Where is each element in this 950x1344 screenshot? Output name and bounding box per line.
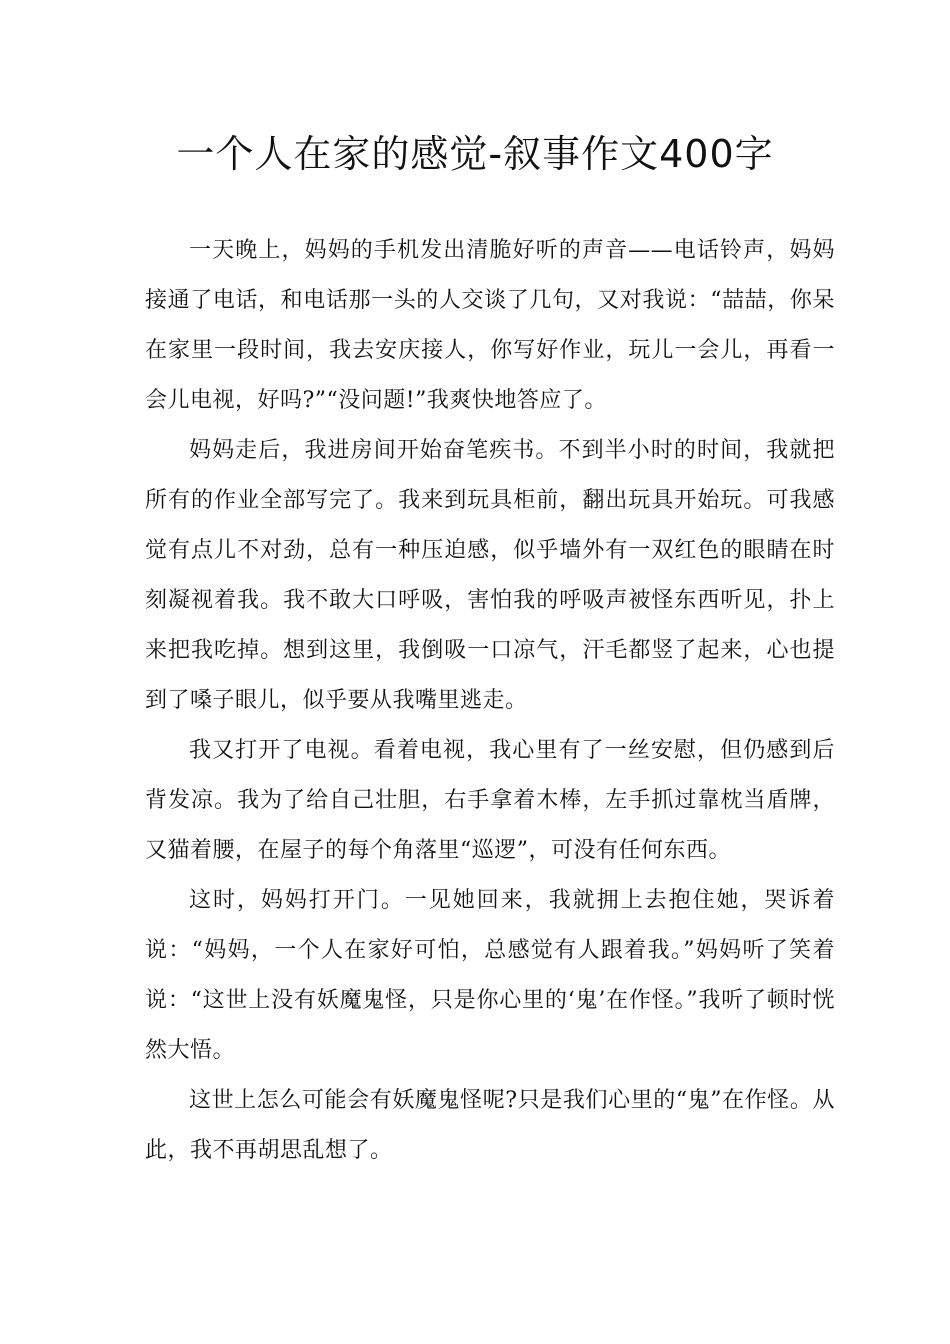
- paragraph-5: 这世上怎么可能会有妖魔鬼怪呢?只是我们心里的“鬼”在作怪。从此，我不再胡思乱想了。: [145, 1088, 835, 1163]
- paragraph-1: 一天晚上，妈妈的手机发出清脆好听的声音——电话铃声，妈妈接通了电话，和电话那一头的人交谈了几句，又对我说：“喆喆，你呆在家里一段时间，我去安庆接人，你写好作业，玩儿一会儿，再看一会儿电视，好吗?”“没问题!”我爽快地答应了。: [145, 238, 835, 413]
- paragraph-3: 我又打开了电视。看着电视，我心里有了一丝安慰，但仍感到后背发凉。我为了给自己壮胆，右手拿着木棒，左手抓过靠枕当盾牌，又猫着腰，在屋子的每个角落里“巡逻”，可没有任何东西。: [145, 738, 835, 863]
- paragraph-2: 妈妈走后，我进房间开始奋笔疾书。不到半小时的时间，我就把所有的作业全部写完了。我来到玩具柜前，翻出玩具开始玩。可我感觉有点儿不对劲，总有一种压迫感，似乎墙外有一双红色的眼睛在时刻凝视着我。我不敢大口呼吸，害怕我的呼吸声被怪东西听见，扑上来把我吃掉。想到这里，我倒吸一口凉气，汗毛都竖了起来，心也提到了嗓子眼儿，似乎要从我嘴里逃走。: [145, 438, 835, 713]
- paragraph-4: 这时，妈妈打开门。一见她回来，我就拥上去抱住她，哭诉着说：“妈妈，一个人在家好可怕，总感觉有人跟着我。”妈妈听了笑着说：“这世上没有妖魔鬼怪，只是你心里的‘鬼’在作怪。”我听了顿时恍然大悟。: [145, 888, 835, 1063]
- document-title: 一个人在家的感觉-叙事作文400字: [176, 132, 774, 176]
- document-body: [145, 226, 835, 1176]
